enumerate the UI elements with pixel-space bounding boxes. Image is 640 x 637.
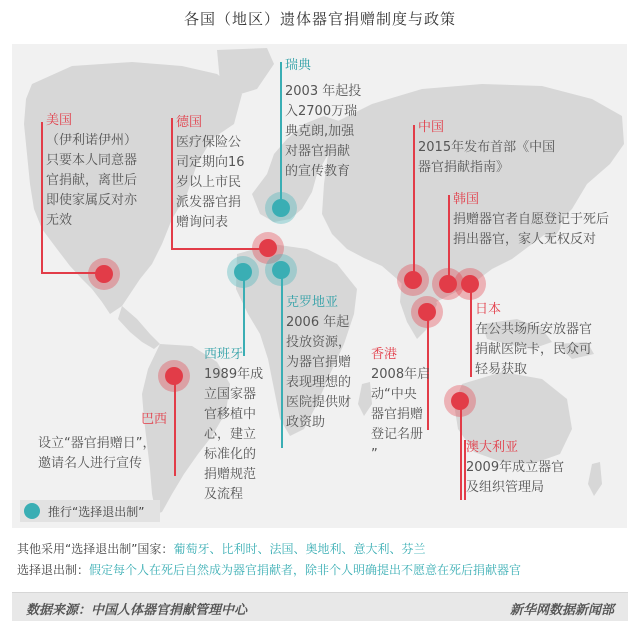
china-text-1: 器官捐献指南》 — [418, 160, 510, 175]
sweden-text-4: 的宣传教育 — [285, 164, 351, 179]
brazil-label — [38, 410, 167, 474]
germany-text-3: 派发器官捐 — [176, 195, 242, 210]
croatia-text-5: 政资助 — [286, 415, 326, 430]
spain-text-3: 心，建立 — [204, 427, 257, 442]
brazil-name: 巴西 — [141, 412, 168, 427]
source-credit: 数据来源：中国人体器官捐献管理中心 — [26, 603, 248, 618]
sweden-label — [285, 56, 361, 182]
japan-marker — [454, 268, 486, 300]
sweden-marker — [265, 192, 297, 224]
australia-label — [466, 438, 564, 498]
definition-text: 假定每个人在死后自然成为器官捐献者，除非个人明确提出不愿意在死后捐献器官 — [89, 563, 522, 577]
legend-teal-dot — [24, 503, 40, 519]
germany-text-2: 岁以上市民 — [176, 175, 242, 190]
china-name: 中国 — [418, 120, 445, 135]
legend — [20, 500, 160, 522]
australia-name: 澳大利亚 — [466, 440, 519, 455]
brazil-text-0: 设立“器官捐赠日”， — [38, 436, 156, 451]
sweden-text-1: 入2700万瑞 — [285, 104, 358, 119]
germany-text-4: 赠询问表 — [176, 215, 229, 230]
spain-label — [204, 345, 263, 505]
usa-text-2: 官捐献，离世后 — [46, 173, 138, 188]
hongkong-text-0: 2008年启 — [371, 367, 431, 382]
sweden-text-0: 2003 年起投 — [285, 84, 362, 99]
hongkong-text-4: ” — [371, 447, 378, 462]
croatia-name: 克罗地亚 — [286, 295, 339, 310]
croatia-text-4: 医院提供财 — [286, 395, 352, 410]
china-connector — [413, 125, 415, 273]
croatia-text-0: 2006 年起 — [286, 315, 350, 330]
opt-out-list: 葡萄牙、比利时、法国、奥地利、意大利、芬兰 — [173, 542, 426, 556]
china-marker — [397, 264, 429, 296]
croatia-label — [286, 293, 351, 433]
spain-text-0: 1989年成 — [204, 367, 264, 382]
korea-connector — [448, 195, 450, 277]
opt-out-definition — [17, 561, 521, 578]
croatia-text-1: 投放资源， — [286, 335, 352, 350]
germany-connector — [171, 118, 173, 248]
japan-text-0: 在公共场所安放器官 — [475, 322, 593, 337]
australia-marker — [444, 385, 476, 417]
croatia-text-3: 表现理想的 — [286, 375, 352, 390]
korea-name: 韩国 — [453, 192, 480, 207]
brazil-text-1: 邀请名人进行宣传 — [38, 456, 143, 471]
legend-label: 推行“选择退出制” — [48, 505, 145, 519]
sweden-connector — [280, 62, 282, 204]
japan-text-2: 轻易获取 — [475, 362, 528, 377]
hongkong-text-3: 登记名册 — [371, 427, 424, 442]
usa-connector — [41, 122, 43, 272]
usa-text-4: 无效 — [46, 213, 73, 228]
germany-text-1: 司定期向16 — [176, 155, 245, 170]
definition-prefix: 选择退出制： — [17, 563, 90, 577]
korea-text-1: 捐出器官，家人无权反对 — [453, 232, 597, 247]
china-label — [418, 118, 555, 178]
korea-label — [453, 190, 609, 250]
spain-text-2: 官移植中 — [204, 407, 257, 422]
germany-text-0: 医疗保险公 — [176, 135, 242, 150]
croatia-text-2: 为器官捐赠 — [286, 355, 352, 370]
korea-text-0: 捐赠器官者自愿登记于死后 — [453, 212, 610, 227]
hongkong-marker — [411, 296, 443, 328]
usa-text-0: （伊利诺伊州） — [46, 133, 138, 148]
sweden-text-2: 典克朗,加强 — [285, 124, 355, 139]
spain-text-5: 捐赠规范 — [204, 467, 257, 482]
usa-marker — [88, 258, 120, 290]
hongkong-text-1: 动“中央 — [371, 387, 417, 402]
hongkong-text-2: 器官捐赠 — [371, 407, 424, 422]
spain-name: 西班牙 — [204, 347, 244, 362]
spain-text-1: 立国家器 — [204, 387, 257, 402]
page-title: 各国（地区）遗体器官捐赠制度与政策 — [183, 10, 456, 28]
brazil-marker — [158, 360, 190, 392]
source-bar — [12, 592, 628, 621]
croatia-marker — [265, 254, 297, 286]
spain-text-4: 标准化的 — [204, 447, 257, 462]
japan-label — [475, 300, 592, 380]
usa-text-1: 只要本人同意器 — [46, 153, 138, 168]
japan-name: 日本 — [475, 302, 502, 317]
china-text-0: 2015年发布首部《中国 — [418, 140, 556, 155]
opt-out-countries-note — [17, 540, 425, 557]
germany-name: 德国 — [176, 115, 203, 130]
sweden-name: 瑞典 — [285, 58, 312, 73]
australia-text-1: 及组织管理局 — [466, 480, 545, 495]
australia-text-0: 2009年成立器官 — [466, 460, 565, 475]
sweden-text-3: 对器官捐献 — [285, 144, 351, 159]
opt-out-prefix: 其他采用“选择退出制”国家： — [17, 542, 174, 556]
croatia-connector — [281, 270, 283, 448]
hongkong-name: 香港 — [371, 347, 398, 362]
germany-label — [176, 113, 245, 233]
usa-label — [46, 111, 137, 231]
spain-marker — [227, 256, 259, 288]
japan-text-1: 捐献医院卡，民众可 — [475, 342, 593, 357]
spain-text-6: 及流程 — [204, 487, 244, 502]
publisher-credit: 新华网数据新闻部 — [509, 603, 614, 618]
hongkong-label — [371, 345, 430, 465]
usa-text-3: 即使家属反对亦 — [46, 193, 138, 208]
usa-name: 美国 — [46, 113, 73, 128]
